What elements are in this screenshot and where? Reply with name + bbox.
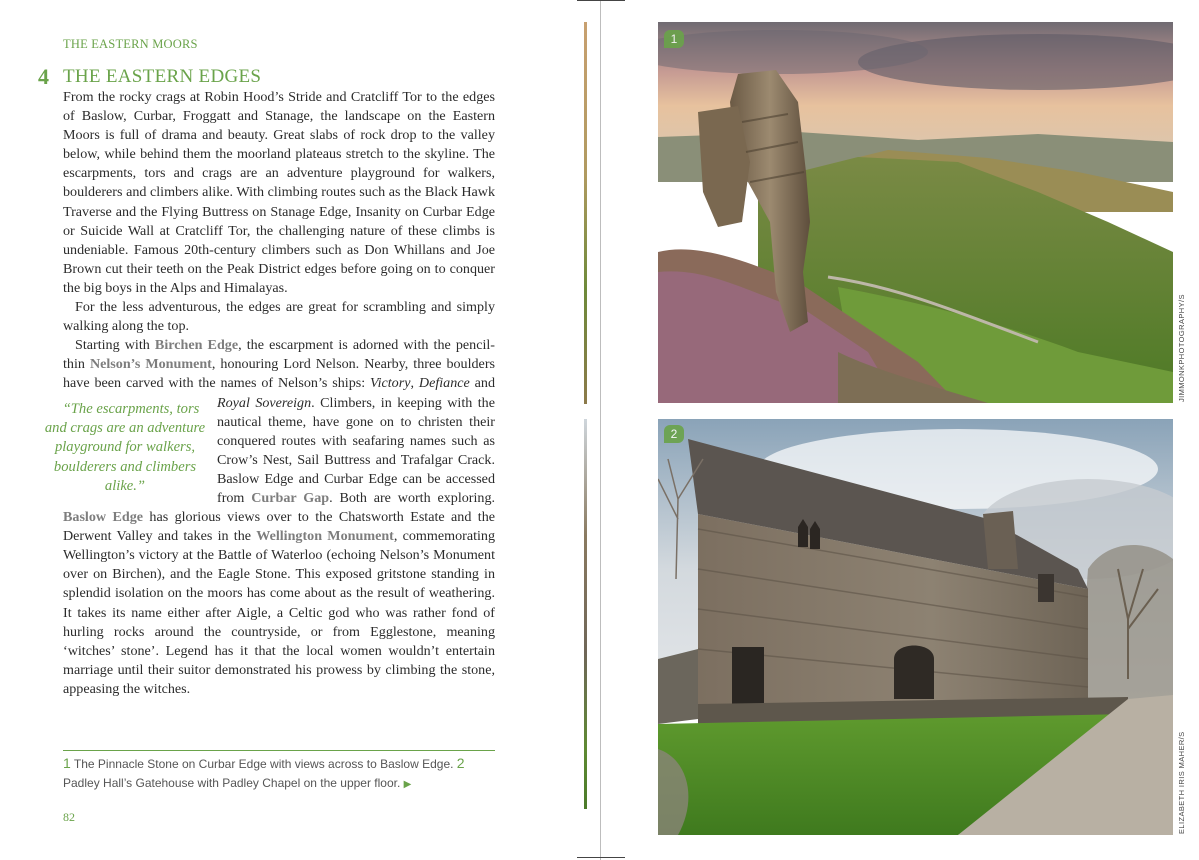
section-title: THE EASTERN EDGES	[63, 66, 262, 87]
place-nelsons-monument: Nelson’s Monument	[89, 356, 212, 373]
place-birchen-edge: Birchen Edge	[154, 337, 239, 354]
photo-credit: JIMMONKPHOTOGRAPHY/S	[1177, 294, 1186, 402]
caption-text-1: The Pinnacle Stone on Curbar Edge with views across to Baslow Edge.	[70, 757, 457, 771]
text-run: . Both are worth exploring.	[329, 489, 496, 506]
crop-mark	[577, 0, 625, 1]
ship-defiance: Defiance	[418, 375, 470, 392]
ship-royal-sovereign: Royal Sovereign	[217, 394, 312, 411]
caption-number-1: 1	[63, 755, 71, 771]
text-run: has glorious views over to the Chatsworth Estate and the Derwent Valley and takes in the	[63, 509, 496, 545]
photo-credit: ELIZABETH IRIS MAHER/S	[1177, 731, 1186, 834]
photo-padley-gatehouse	[658, 419, 1173, 835]
page-number: 82	[63, 810, 75, 824]
text-run: , commemorating Wellington’s victory at the Battle of Waterloo (echoing Nelson’s Monument over on Birchen), and the Eagle Stone. This exposed gritstone standing in splendid isolation on the moors has come about as the result of weathering. It takes its name either after Aigle, a Celtic god who was rather fond of hurling rocks around the countryside, or from Egglestone, meaning ‘witches’ stone’. Legend has it that the local women wouldn’t entertain marriage until their suitor demonstrated his prowess by climbing the stone, appeasing the witches.	[63, 528, 495, 697]
paragraph-2: For the less adventurous, the edges are great for scrambling and simply walking along the top.	[63, 299, 495, 335]
crop-mark	[577, 857, 625, 858]
photo-pinnacle-stone	[658, 22, 1173, 403]
place-wellington-monument: Wellington Monument	[256, 528, 394, 545]
caption-text-2: Padley Hall’s Gatehouse with Padley Chapel on the upper floor.	[63, 776, 404, 790]
body-text	[44, 88, 496, 699]
pull-quote: “The escarpments, tors and crags are an adventure playground for walkers, boulderers and climbers alike.”	[44, 400, 206, 495]
paragraph-3	[44, 336, 496, 699]
text-run: , honouring Lord Nelson. Nearby, three boulders have been carved with the names of Nelson’s ships:	[63, 356, 495, 392]
ship-victory: Victory	[370, 375, 411, 392]
photo-badge: 1	[664, 30, 684, 48]
text-run: ,	[410, 375, 419, 392]
place-curbar-gap: Curbar Gap	[251, 489, 330, 506]
section-number: 4	[38, 64, 49, 89]
caption-rule	[63, 750, 495, 751]
photo-captions	[63, 754, 495, 794]
gutter-line	[600, 0, 601, 860]
image-bleed-strip	[584, 22, 587, 404]
paragraph-1: From the rocky crags at Robin Hood’s Stride and Cratcliff Tor to the edges of Baslow, Curbar, Froggatt and Stanage, the landscape on the Eastern Moors is full of drama and beauty. Great slabs of rock drop to the valley below, while behind them the moorland plateaus stretch to the skyline. The escarpments, tors and crags are an adventure playground for walkers, boulderers and climbers alike. With climbing routes such as the Black Hawk Traverse and the Flying Buttress on Stanage Edge, Insanity on Curbar Edge or Suicide Wall at Cratcliff Tor, the challenging nature of these climbs is undeniable. Famous 20th-century climbers such as Don Whillans and Joe Brown cut their teeth on the Peak District edges before going on to conquer the big boys in the Alps and Himalayas.	[63, 89, 495, 296]
text-run: . Climbers, in keeping with the nautical theme, have gone on to christen their conquered routes with seafaring names such as Crow’s Nest, Sail Buttress and Trafalgar Crack. Baslow Edge and Curbar Edge can be accessed from	[217, 394, 495, 506]
text-run: Starting with	[75, 337, 155, 354]
continue-arrow-icon: ▶	[403, 779, 412, 790]
text-run: , the escarpment is adorned with the pencil-thin	[63, 337, 496, 373]
place-baslow-edge: Baslow Edge	[63, 509, 144, 526]
running-head: THE EASTERN MOORS	[63, 37, 198, 51]
image-bleed-strip	[584, 419, 587, 809]
caption-number-2: 2	[456, 755, 465, 771]
photo-badge: 2	[664, 425, 684, 443]
text-run: and	[469, 375, 496, 392]
